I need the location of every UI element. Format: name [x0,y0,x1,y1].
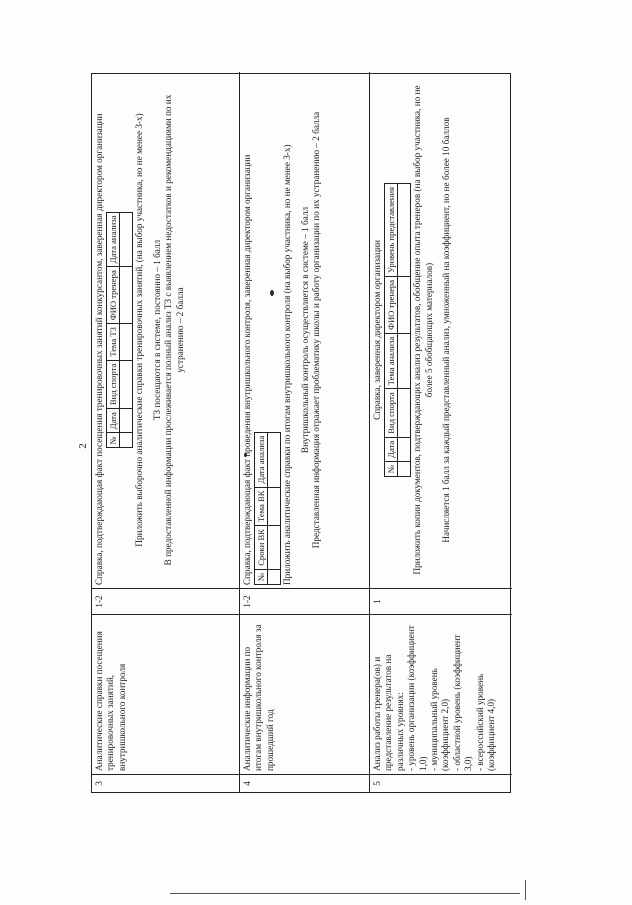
table-row [240,72,370,792]
score-cell: 1-2 [240,588,369,614]
table-row [92,72,240,792]
evidence-subtable [384,183,411,477]
col-header: Дата анализа [107,212,120,267]
criterion-cell [370,614,512,774]
criterion-cell: Аналитические информации по итогам внутришкольного контроля за прошедший год [240,614,369,774]
evidence-note: Внутришкольный контроль осуществляется в системе – 1 балл [299,206,310,454]
scan-edge-line [170,893,520,894]
evidence-note: Приложить копии документов, подтверждающих анализ результатов, обобщение опыта тренеров (на выбор участника, но не более 5 обобщающих материалов) [412,85,434,575]
score-cell: 1 [370,588,512,614]
col-header: Дата [107,409,120,433]
score-cell: 1-2 [92,588,239,614]
col-header: Вид спорта [107,360,120,408]
evidence-note: Приложить выборочно аналитические справки тренировочных занятий, (на выбор участника, но не менее 3-х) [134,113,145,547]
scan-edge-mark [525,880,526,900]
col-header: Вид спорта [385,389,398,437]
level-item: - уровень организации (коэффициент 1,0) [406,625,428,771]
col-header: Тема анализа [385,333,398,388]
criterion-text: Анализ работы тренера(ов) и представление результатов на различных уровнях: [372,654,405,771]
evidence-note: ТЗ посещаются в системе, постоянно – 1 балл [151,239,162,421]
evidence-title: Справка, заверенная директором организации [372,240,382,420]
evidence-title: Справка, подтверждающая факт посещения тренировочных занятий конкурсантом, заверенная директором организации [94,113,104,585]
evidence-cell [92,72,239,588]
level-item: - всероссийский уровень (коэффициент 4,0) [474,673,497,771]
evidence-cell [370,72,512,588]
level-item: - областной уровень (коэффициент 3,0) [451,634,474,771]
col-header: Сроки ВК [255,526,268,570]
criteria-table [91,73,511,793]
row-number: 3 [92,774,239,792]
col-header: ФИО тренера [107,267,120,324]
col-header: № [385,461,398,476]
evidence-note: В предоставленной информации прослеживается полный анализ ТЗ с выявлением недостатков и рекомендациями по их устранению – 2 балла [163,94,185,566]
col-header: ФИО тренера [385,276,398,333]
col-header: Тема ВК [255,487,268,526]
col-header: Дата анализа [255,432,268,487]
col-header: Тема ТЗ [107,324,120,361]
col-header: Дата [385,437,398,461]
row-number: 5 [370,774,512,792]
col-header: Уровень представления [385,183,398,276]
evidence-subtable [254,432,281,585]
evidence-title: Справка, подтверждающая факт проведения внутришкольного контроля, заверенная директором организации [242,154,252,585]
row-number: 4 [240,774,369,792]
evidence-subtable [106,212,133,449]
rotated-table-wrapper [91,73,511,786]
page-number: 2 [76,443,89,449]
col-header: № [107,433,120,448]
evidence-note: Приложить аналитические справки по итогам внутришкольного контроля (на выбор участника, но не менее 3-х) [282,144,293,585]
evidence-cell [240,72,369,588]
col-header: № [255,569,268,584]
table-row [370,72,512,792]
level-item: - муниципальный уровень (коэффициент 2,0) [429,668,451,771]
evidence-note: Представленная информация отражает проблематику школы и работу организации по их устранению – 2 балла [311,111,322,549]
criterion-cell: Аналитические справки посещения тренировочных занятий, внутришкольного контроля [92,614,239,774]
evidence-note: Начисляется 1 балл за каждый представленный анализ, умноженный на коэффициент, но не более 10 баллов [441,117,452,543]
